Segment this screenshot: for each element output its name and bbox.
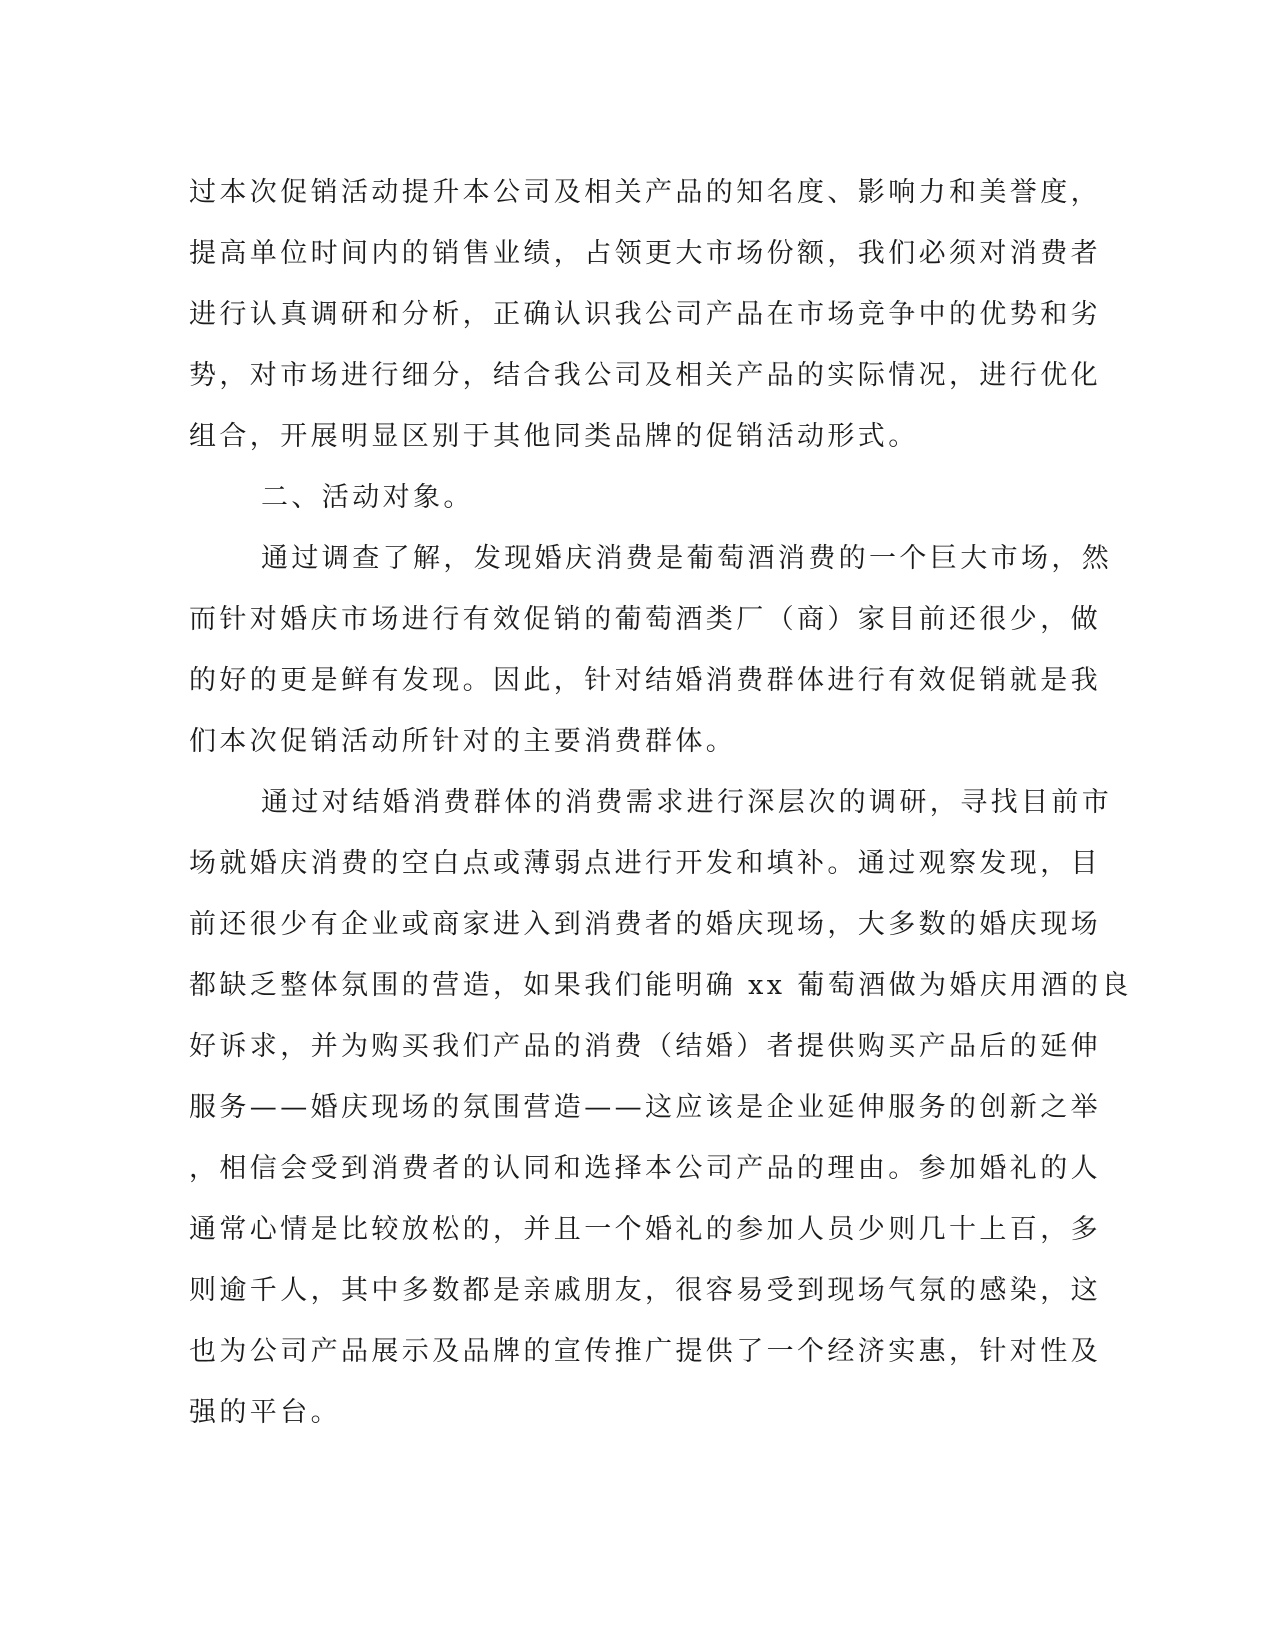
- text-line: 通常心情是比较放松的，并且一个婚礼的参加人员少则几十上百，多: [189, 1214, 1101, 1245]
- text-line: 服务——婚庆现场的氛围营造——这应该是企业延伸服务的创新之举: [189, 1092, 1101, 1123]
- text-line: ，相信会受到消费者的认同和选择本公司产品的理由。参加婚礼的人: [189, 1153, 1101, 1184]
- text-line: 场就婚庆消费的空白点或薄弱点进行开发和填补。通过观察发现，目: [189, 848, 1101, 879]
- text-line: 的好的更是鲜有发现。因此，针对结婚消费群体进行有效促销就是我: [189, 665, 1101, 696]
- section-heading: 二、活动对象。: [261, 482, 474, 513]
- document-body: [189, 162, 1132, 1443]
- text-line: 而针对婚庆市场进行有效促销的葡萄酒类厂（商）家目前还很少，做: [189, 604, 1101, 635]
- text-line: 前还很少有企业或商家进入到消费者的婚庆现场，大多数的婚庆现场: [189, 909, 1101, 940]
- text-line: 通过对结婚消费群体的消费需求进行深层次的调研，寻找目前市: [261, 787, 1113, 818]
- text-line: 好诉求，并为购买我们产品的消费（结婚）者提供购买产品后的延伸: [189, 1031, 1101, 1062]
- text-line: 势，对市场进行细分，结合我公司及相关产品的实际情况，进行优化: [189, 360, 1101, 391]
- text-line: 通过调查了解，发现婚庆消费是葡萄酒消费的一个巨大市场，然: [261, 543, 1113, 574]
- text-line: 都缺乏整体氛围的营造，如果我们能明确 xx 葡萄酒做为婚庆用酒的良: [189, 970, 1132, 1001]
- text-line: 则逾千人，其中多数都是亲戚朋友，很容易受到现场气氛的感染，这: [189, 1275, 1101, 1306]
- text-line: 也为公司产品展示及品牌的宣传推广提供了一个经济实惠，针对性及: [189, 1336, 1101, 1367]
- text-line: 过本次促销活动提升本公司及相关产品的知名度、影响力和美誉度，: [189, 177, 1101, 208]
- text-line: 进行认真调研和分析，正确认识我公司产品在市场竞争中的优势和劣: [189, 299, 1101, 330]
- text-line: 提高单位时间内的销售业绩，占领更大市场份额，我们必须对消费者: [189, 238, 1101, 269]
- text-line: 组合，开展明显区别于其他同类品牌的促销活动形式。: [189, 421, 919, 452]
- text-line: 们本次促销活动所针对的主要消费群体。: [189, 726, 737, 757]
- text-line: 强的平台。: [189, 1397, 341, 1428]
